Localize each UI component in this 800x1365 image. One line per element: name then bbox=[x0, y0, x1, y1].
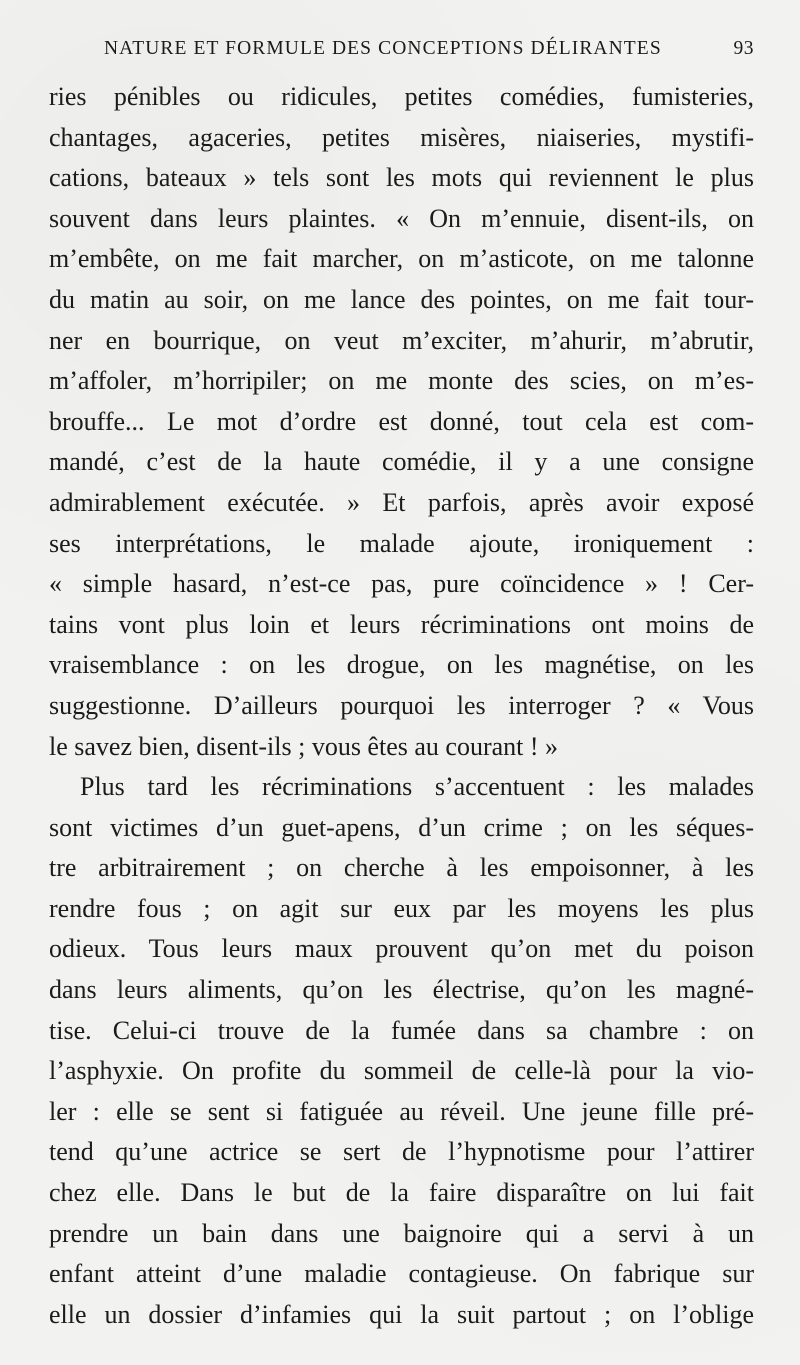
body-text bbox=[49, 77, 754, 1335]
text-line: prendre un bain dans une baignoire qui a servi à un bbox=[49, 1218, 754, 1248]
text-line: l’asphyxie. On profite du sommeil de celle-là pour la vio- bbox=[49, 1056, 754, 1086]
text-line: ler : elle se sent si fatiguée au réveil. Une jeune fille pré- bbox=[49, 1096, 754, 1126]
text-line: « simple hasard, n’est-ce pas, pure coïncidence » ! Cer- bbox=[49, 569, 754, 599]
text-line: tise. Celui-ci trouve de la fumée dans sa chambre : on bbox=[49, 1015, 754, 1045]
text-line: chantages, agaceries, petites misères, niaiseries, mystifi- bbox=[49, 122, 754, 152]
text-line: admirablement exécutée. » Et parfois, après avoir exposé bbox=[49, 487, 754, 517]
text-line: rendre fous ; on agit sur eux par les moyens les plus bbox=[49, 893, 754, 923]
text-line: tend qu’une actrice se sert de l’hypnotisme pour l’attirer bbox=[49, 1137, 754, 1167]
text-line: le savez bien, disent-ils ; vous êtes au courant ! » bbox=[49, 731, 559, 761]
page-number: 93 bbox=[733, 38, 754, 59]
text-line: ner en bourrique, on veut m’exciter, m’ahurir, m’abrutir, bbox=[49, 325, 754, 355]
text-line: ries pénibles ou ridicules, petites comédies, fumisteries, bbox=[49, 82, 754, 111]
text-line: elle un dossier d’infamies qui la suit partout ; on l’oblige bbox=[49, 1299, 754, 1329]
text-line: vraisemblance : on les drogue, on les magnétise, on les bbox=[49, 650, 754, 680]
text-line: enfant atteint d’une maladie contagieuse. On fabrique sur bbox=[49, 1259, 754, 1289]
text-line: cations, bateaux » tels sont les mots qui reviennent le plus bbox=[49, 163, 754, 193]
text-line: ses interprétations, le malade ajoute, ironiquement : bbox=[49, 528, 754, 558]
text-line: dans leurs aliments, qu’on les électrise, qu’on les magné- bbox=[49, 975, 754, 1005]
running-header bbox=[104, 38, 754, 68]
text-line: odieux. Tous leurs maux prouvent qu’on met du poison bbox=[49, 934, 754, 964]
running-title: NATURE ET FORMULE DES CONCEPTIONS DÉLIRANTES bbox=[104, 38, 662, 59]
text-line: tre arbitrairement ; on cherche à les empoisonner, à les bbox=[49, 853, 754, 883]
text-line: chez elle. Dans le but de la faire disparaître on lui fait bbox=[49, 1178, 754, 1208]
text-line: m’affoler, m’horripiler; on me monte des scies, on m’es- bbox=[49, 366, 754, 396]
text-line: m’embête, on me fait marcher, on m’asticote, on me talonne bbox=[49, 244, 754, 274]
text-line: Plus tard les récriminations s’accentuent : les malades bbox=[80, 772, 754, 802]
text-line: souvent dans leurs plaintes. « On m’ennuie, disent-ils, on bbox=[49, 203, 754, 233]
text-line: sont victimes d’un guet-apens, d’un crime ; on les séques- bbox=[49, 812, 754, 842]
text-line: tains vont plus loin et leurs récriminations ont moins de bbox=[49, 609, 754, 639]
text-line: brouffe... Le mot d’ordre est donné, tout cela est com- bbox=[49, 406, 754, 436]
text-line: mandé, c’est de la haute comédie, il y a une consigne bbox=[49, 447, 754, 477]
text-line: du matin au soir, on me lance des pointes, on me fait tour- bbox=[49, 284, 754, 314]
text-line: suggestionne. D’ailleurs pourquoi les interroger ? « Vous bbox=[49, 690, 754, 720]
